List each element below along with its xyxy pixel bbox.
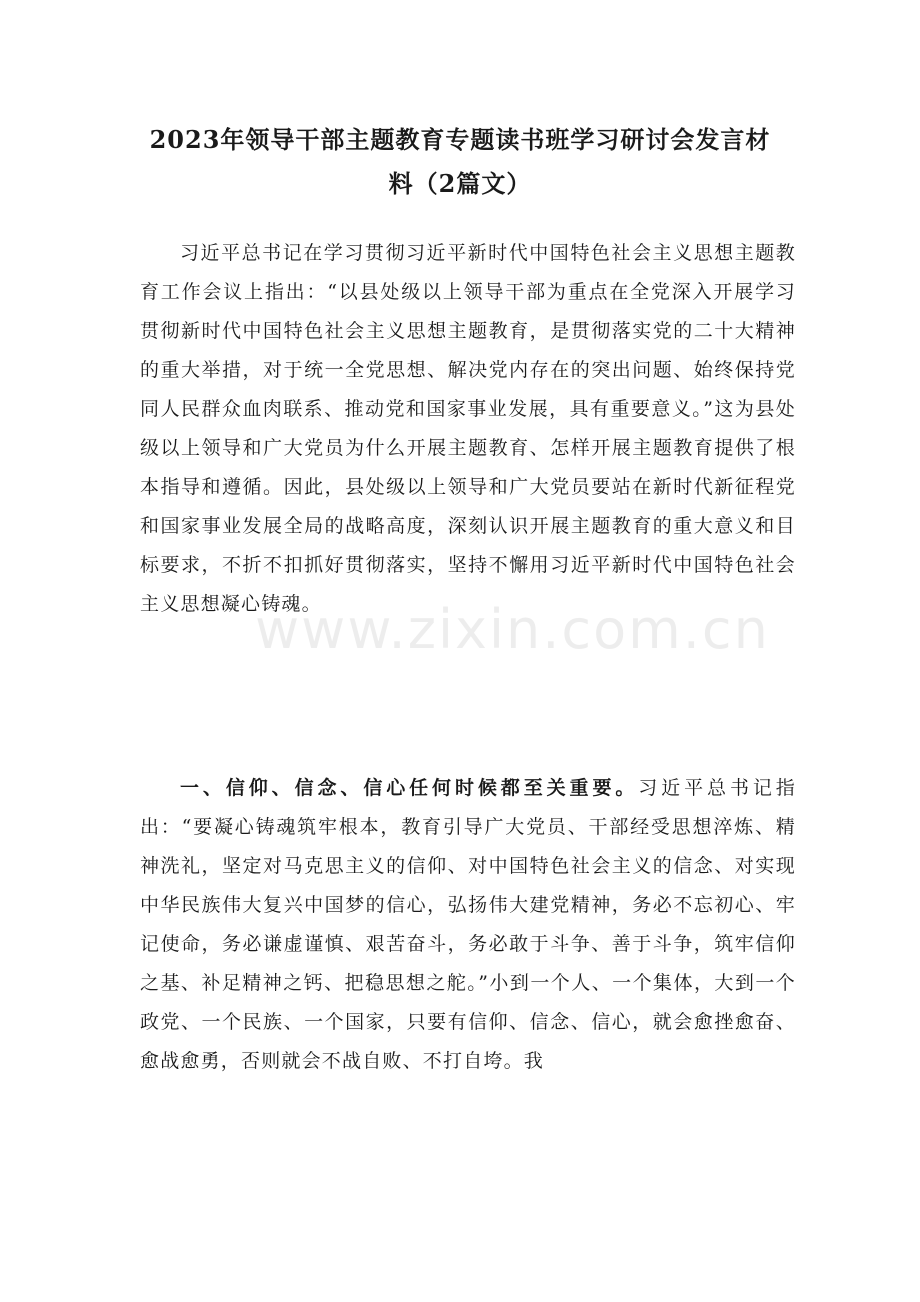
paragraph-intro (140, 234, 796, 624)
document-title: 2023年领导干部主题教育专题读书班学习研讨会发言材料（2篇文） (149, 125, 771, 198)
paragraph-body: 习近平总书记指出：“要凝心铸魂筑牢根本，教育引导广大党员、干部经受思想淬炼、精神洗礼，坚定对马克思主义的信仰、对中国特色社会主义的信念、对实现中华民族伟大复兴中国梦的信心，弘扬伟大建党精神，务必不忘初心、牢记使命，务必谦虚谨慎、艰苦奋斗，务必敢于斗争、善于斗争，筑牢信仰之基、补足精神之钙、把稳思想之舵。”小到一个人、一个集体，大到一个政党、一个民族、一个国家，只要有信仰、信念、信心，就会愈挫愈奋、愈战愈勇，否则就会不战自败、不打自垮。我 (140, 777, 796, 1072)
paragraph-body: 习近平总书记在学习贯彻习近平新时代中国特色社会主义思想主题教育工作会议上指出：“以县处级以上领导干部为重点在全党深入开展学习贯彻新时代中国特色社会主义思想主题教育，是贯彻落实党的二十大精神的重大举措，对于统一全党思想、解决党内存在的突出问题、始终保持党同人民群众血肉联系、推动党和国家事业发展，具有重要意义。”这为县处级以上领导和广大党员为什么开展主题教育、怎样开展主题教育提供了根本指导和遵循。因此，县处级以上领导和广大党员要站在新时代新征程党和国家事业发展全局的战略高度，深刻认识开展主题教育的重大意义和目标要求，不折不扣抓好贯彻落实，坚持不懈用习近平新时代中国特色社会主义思想凝心铸魂。 (140, 242, 796, 615)
paragraph-section-one (140, 769, 796, 1081)
section-heading: 一、信仰、信念、信心任何时候都至关重要。 (180, 777, 639, 799)
watermark: www.zixin.com.cn (255, 598, 770, 661)
